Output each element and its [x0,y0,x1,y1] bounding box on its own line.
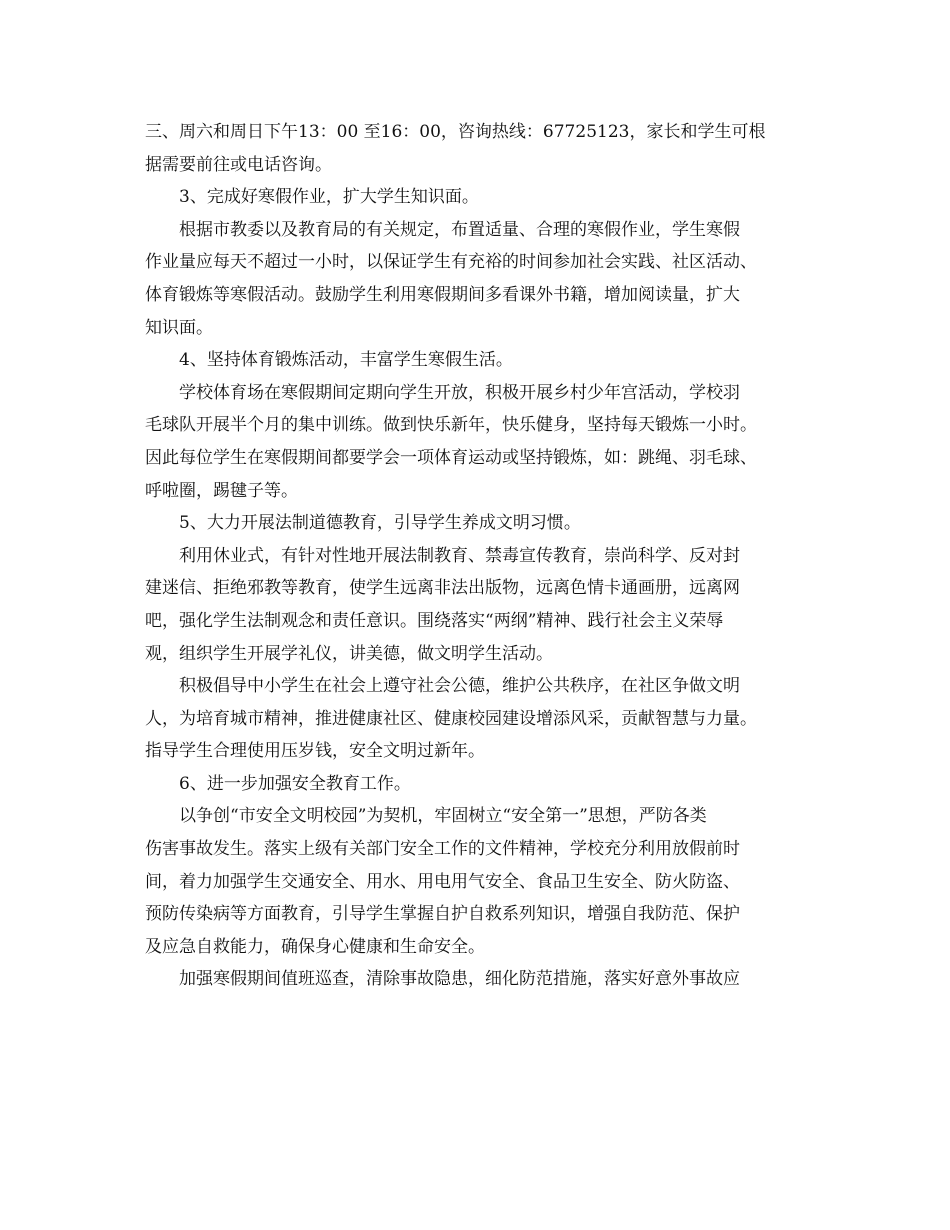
section-heading: 5、大力开展法制道德教育，引导学生养成文明习惯。 [179,513,581,534]
text-line: 及应急自救能力，确保身心健康和生命安全。 [145,936,485,957]
text-line: 建迷信、拒绝邪教等教育，使学生远离非法出版物，远离色情卡通画册，远离网 [145,578,740,599]
text-line: 吧，强化学生法制观念和责任意识。围绕落实“两纲”精神、践行社会主义荣辱 [145,610,724,631]
text-line: 作业量应每天不超过一小时，以保证学生有充裕的时间参加社会实践、社区活动、 [145,252,757,273]
text-line: 间，着力加强学生交通安全、用水、用电用气安全、食品卫生安全、防火防盗、 [145,871,740,892]
text-line: 伤害事故发生。落实上级有关部门安全工作的文件精神，学校充分利用放假前时 [145,839,740,860]
text-line: 利用休业式，有针对性地开展法制教育、禁毒宣传教育，崇尚科学、反对封 [179,545,740,566]
text-line: 因此每位学生在寒假期间都要学会一项体育运动或坚持锻炼，如：跳绳、羽毛球、 [145,447,757,468]
section-heading: 3、完成好寒假作业，扩大学生知识面。 [179,187,479,208]
text-line: 积极倡导中小学生在社会上遵守社会公德，维护公共秩序，在社区争做文明 [179,676,740,697]
text-line: 人，为培育城市精神，推进健康社区、健康校园建设增添风采，贡献智慧与力量。 [145,708,757,729]
document-body [145,116,807,996]
section-heading: 4、坚持体育锻炼活动，丰富学生寒假生活。 [179,350,513,371]
text-line: 据需要前往或电话咨询。 [145,154,332,175]
text-line: 体育锻炼等寒假活动。鼓励学生利用寒假期间多看课外书籍，增加阅读量，扩大 [145,284,740,305]
text-line: 毛球队开展半个月的集中训练。做到快乐新年，快乐健身，坚持每天锻炼一小时。 [145,415,757,436]
text-line: 知识面。 [145,317,213,338]
text-line: 呼啦圈，踢毽子等。 [145,480,298,501]
text-line: 预防传染病等方面教育，引导学生掌握自护自救系列知识，增强自我防范、保护 [145,904,740,925]
text-line: 指导学生合理使用压岁钱，安全文明过新年。 [145,741,485,762]
text-line: 以争创“市安全文明校园”为契机，牢固树立“安全第一”思想，严防各类 [179,806,707,827]
text-line: 三、周六和周日下午13：00 至16：00，咨询热线：67725123，家长和学生可根 [145,122,766,142]
text-line: 学校体育场在寒假期间定期向学生开放，积极开展乡村少年宫活动，学校羽 [179,382,740,403]
text-line: 加强寒假期间值班巡查，清除事故隐患，细化防范措施，落实好意外事故应 [179,969,740,990]
text-line: 观，组织学生开展学礼仪，讲美德，做文明学生活动。 [145,643,553,664]
text-line: 根据市教委以及教育局的有关规定，布置适量、合理的寒假作业，学生寒假 [179,219,740,240]
section-heading: 6、进一步加强安全教育工作。 [179,773,411,794]
